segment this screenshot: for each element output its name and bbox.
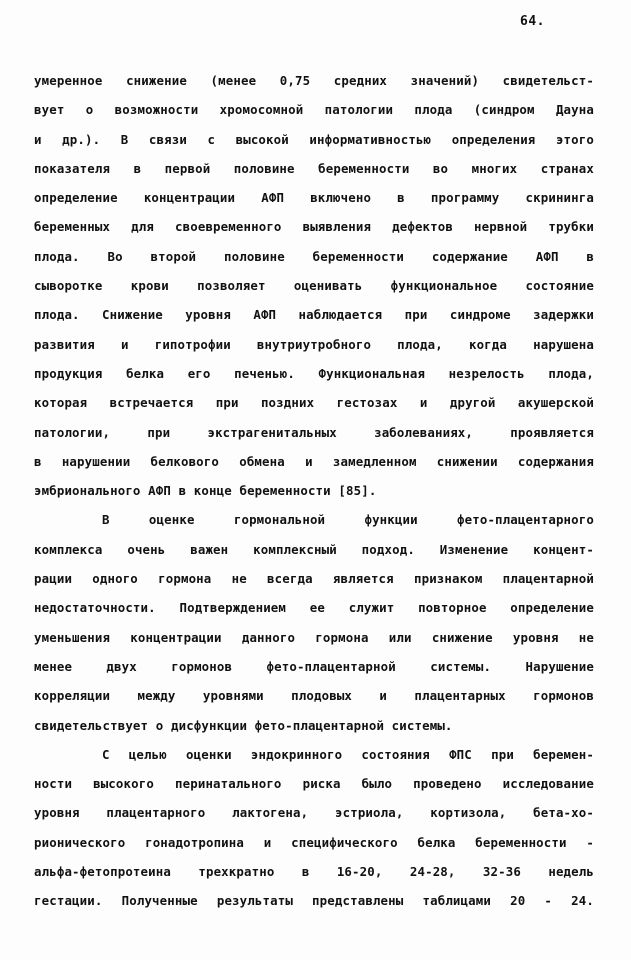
text-line: гестации. Полученные результаты представлены таблицами 20 - 24. (34, 893, 594, 909)
text-line: в нарушении белкового обмена и замедленном снижении содержания (34, 453, 594, 469)
text-line: уровня плацентарного лактогена, эстриола, кортизола, бета-хо- (34, 805, 594, 821)
text-line: сыворотке крови позволяет оценивать функциональное состояние (34, 278, 594, 294)
text-line: определение концентрации АФП включено в программу скрининга (34, 190, 594, 206)
text-line: показателя в первой половине беременности во многих странах (34, 160, 594, 176)
text-line: развития и гипотрофии внутриутробного плода, когда нарушена (34, 336, 594, 352)
text-line: менее двух гормонов фето-плацентарной системы. Нарушение (34, 658, 594, 674)
page-number: 64. (520, 14, 545, 29)
text-line: патологии, при экстрагенитальных заболеваниях, проявляется (34, 424, 594, 440)
text-line: недостаточности. Подтверждением ее служит повторное определение (34, 600, 594, 616)
body-text (34, 66, 594, 916)
text-line: С целью оценки эндокринного состояния ФПС при беремен- (102, 746, 594, 762)
text-line: альфа-фетопротеина трехкратно в 16-20, 24-28, 32-36 недель (34, 864, 594, 880)
text-line: плода. Снижение уровня АФП наблюдается при синдроме задержки (34, 307, 594, 323)
text-line: умеренное снижение (менее 0,75 средних значений) свидетельст- (34, 73, 594, 88)
text-line: свидетельствует о дисфункции фето-плацентарной системы. (34, 717, 453, 733)
text-line: беременных для своевременного выявления дефектов нервной трубки (34, 219, 594, 235)
text-line: которая встречается при поздних гестозах и другой акушерской (34, 395, 594, 411)
text-line: рации одного гормона не всегда является признаком плацентарной (34, 571, 594, 587)
text-line: В оценке гормональной функции фето-плацентарного (102, 512, 594, 528)
text-line: уменьшения концентрации данного гормона или снижение уровня не (34, 629, 594, 645)
text-line: и др.). В связи с высокой информативностью определения этого (34, 131, 594, 147)
text-line: ности высокого перинатального риска было проведено исследование (34, 776, 594, 792)
text-line: рионического гонадотропина и специфического белка беременности - (34, 834, 594, 850)
text-line: плода. Во второй половине беременности содержание АФП в (34, 248, 594, 264)
text-line: продукция белка его печенью. Функциональная незрелость плода, (34, 365, 594, 381)
text-line: эмбрионального АФП в конце беременности [85]. (34, 483, 377, 499)
text-line: комплекса очень важен комплексный подход. Изменение концент- (34, 541, 594, 557)
text-line: корреляции между уровнями плодовых и плацентарных гормонов (34, 688, 594, 704)
text-line: вует о возможности хромосомной патологии плода (синдром Дауна (34, 102, 594, 118)
